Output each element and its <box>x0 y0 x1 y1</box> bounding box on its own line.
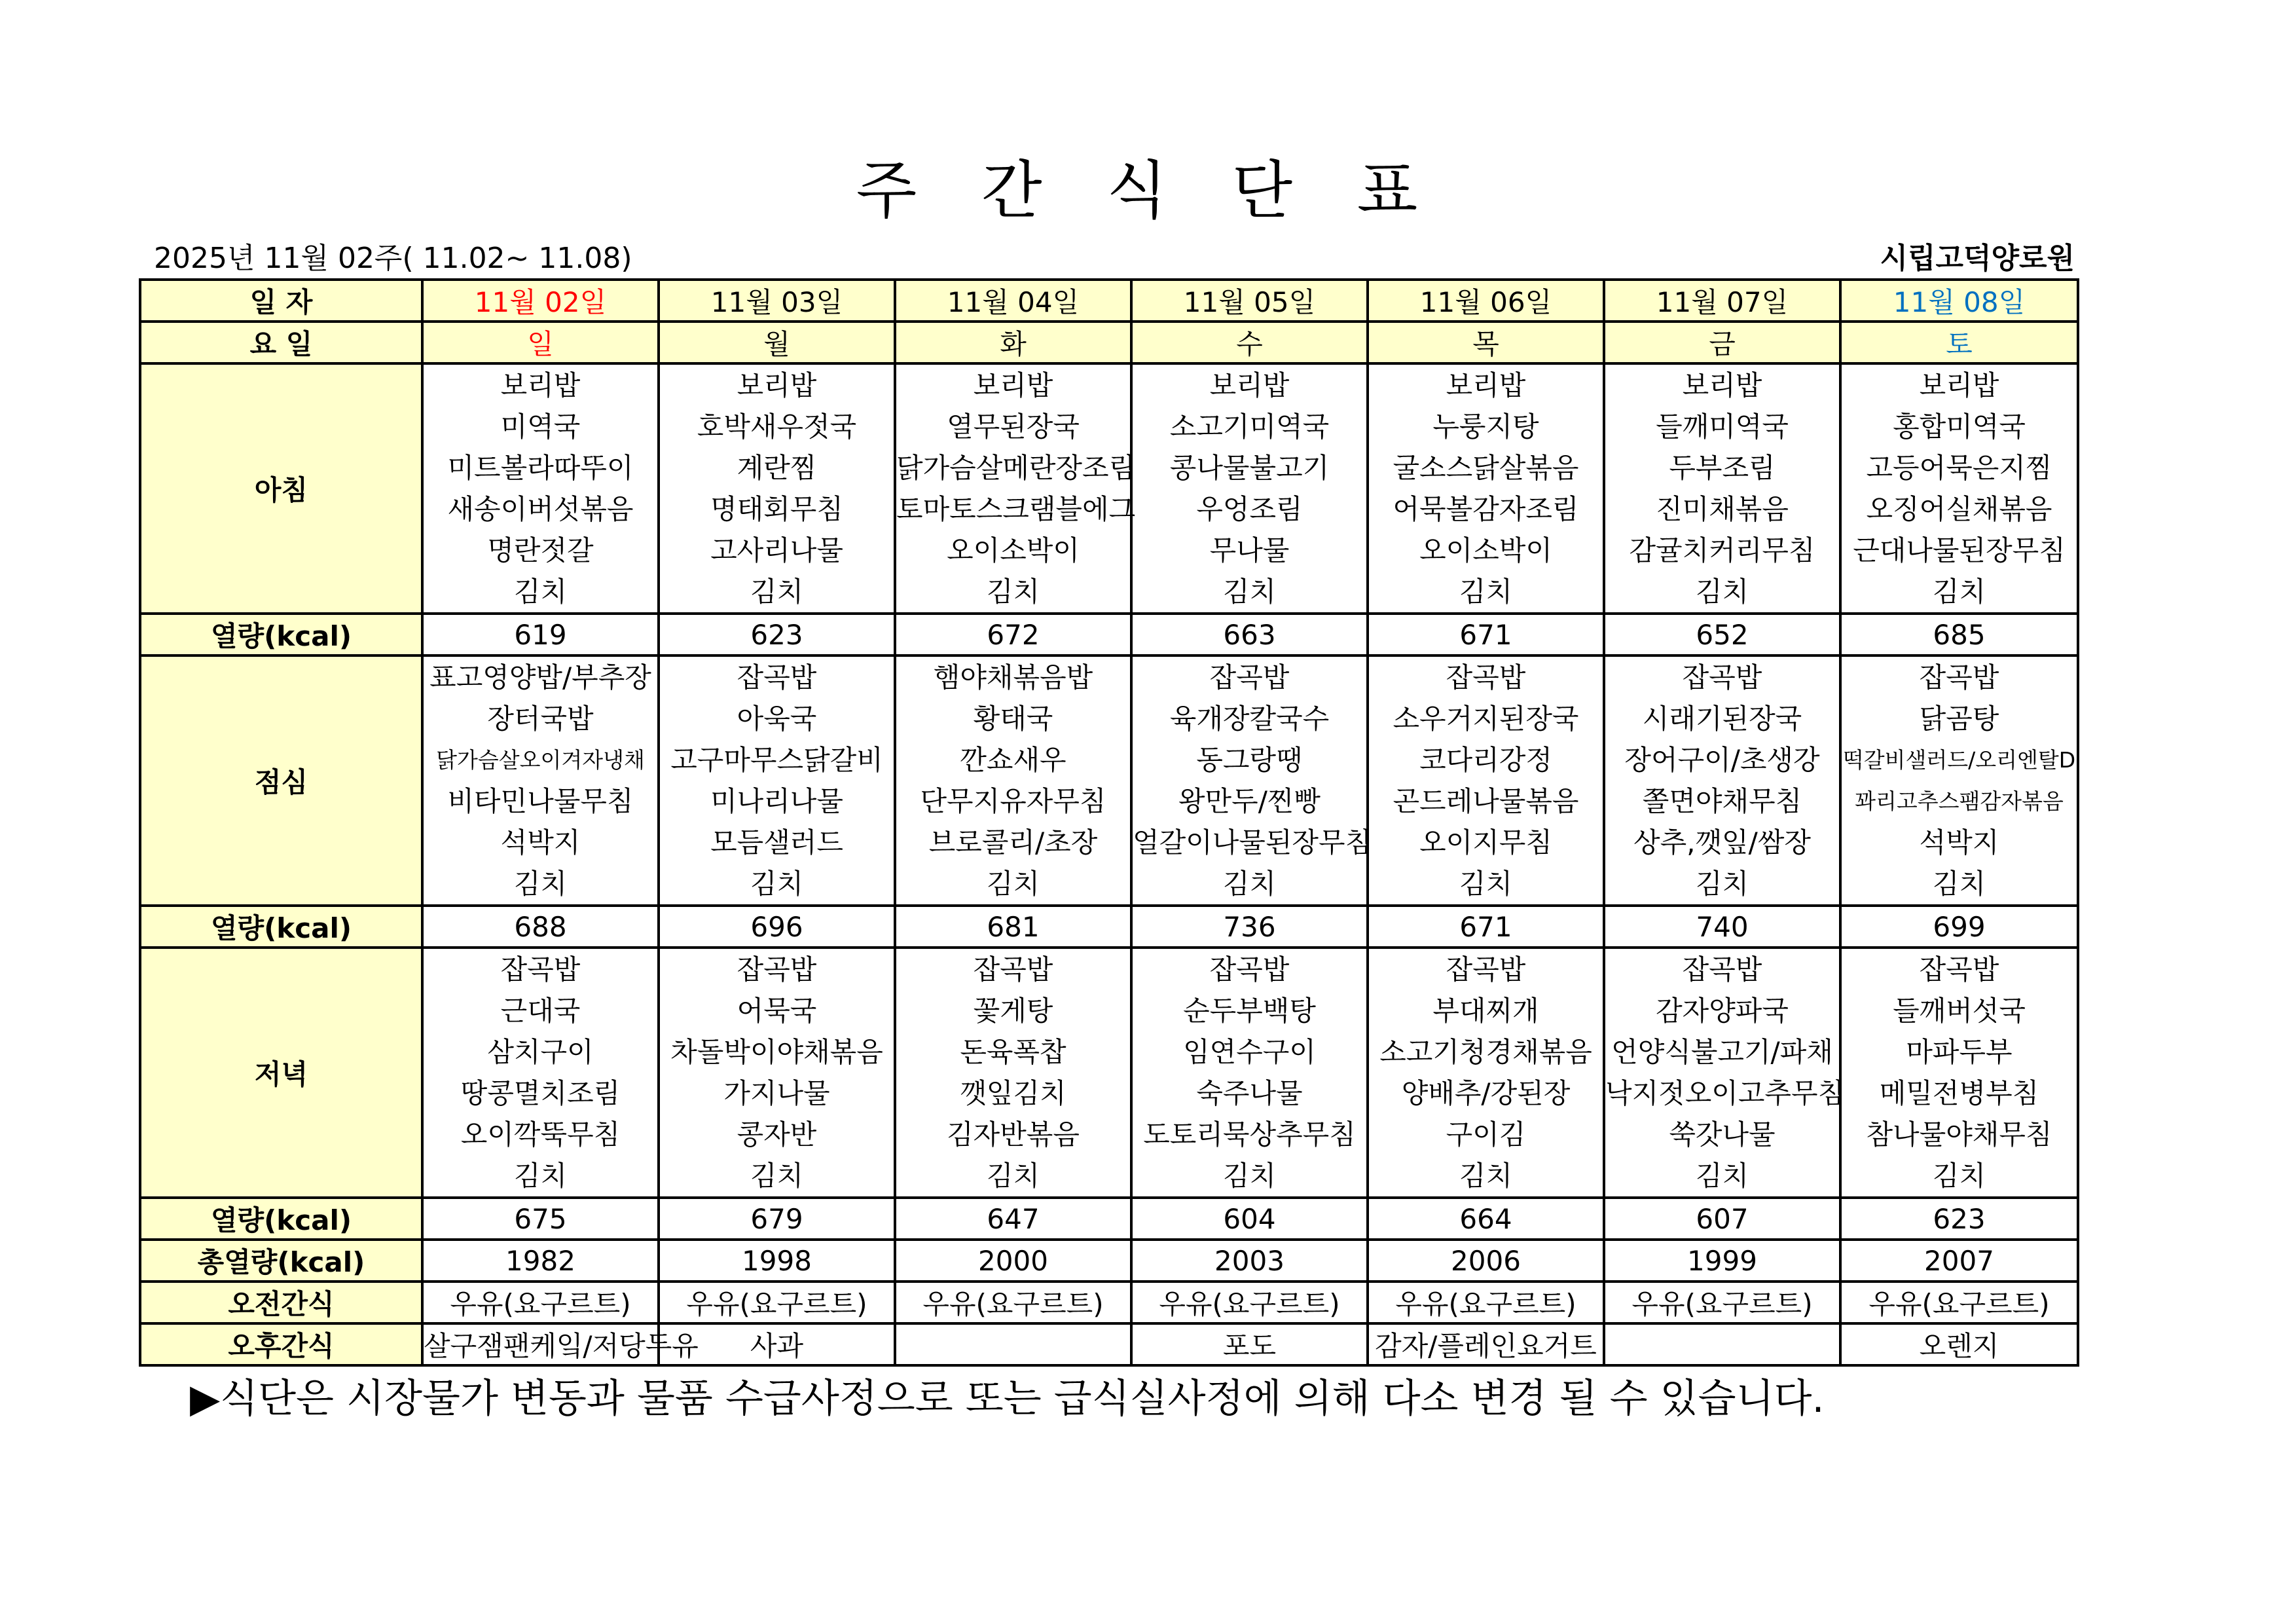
menu-item: 도토리묵상추무침 <box>1143 1118 1356 1151</box>
menu-item: 잡곡밥 <box>1919 953 1999 986</box>
menu-item: 오이소박이 <box>947 534 1080 566</box>
pm-snack-row-thu: 감자/플레인요거트 <box>1368 1323 1604 1365</box>
menu-item: 얼갈이나물된장무침 <box>1133 826 1372 858</box>
lunch-cell-tue <box>895 655 1131 906</box>
menu-item: 잡곡밥 <box>973 953 1053 986</box>
menu-item: 왕만두/찐빵 <box>1178 785 1321 817</box>
lunch-kcal-row-fri: 740 <box>1604 906 1840 948</box>
menu-item: 보리밥 <box>1446 369 1526 401</box>
menu-item: 굴소스닭살볶음 <box>1393 452 1579 484</box>
breakfast-cell-mon <box>659 363 895 614</box>
menu-item: 김치 <box>1932 1160 1986 1192</box>
pm-snack-row-sat: 오렌지 <box>1840 1323 2078 1365</box>
menu-item: 부대찌개 <box>1432 995 1539 1027</box>
menu-item: 삼치구이 <box>487 1036 594 1068</box>
menu-item: 차돌박이야채볶음 <box>670 1036 883 1068</box>
am-snack-row-wed: 우유(요구르트) <box>1131 1282 1368 1323</box>
menu-item: 미역국 <box>500 411 581 443</box>
menu-item: 토마토스크램블에그 <box>896 493 1136 525</box>
am-snack-row-thu: 우유(요구르트) <box>1368 1282 1604 1323</box>
menu-item: 김치 <box>750 868 804 900</box>
day-label: 요 일 <box>140 322 422 363</box>
menu-item: 진미채볶음 <box>1656 493 1789 525</box>
am-snack-row-sun: 우유(요구르트) <box>422 1282 659 1323</box>
menu-item: 오이소박이 <box>1419 534 1552 566</box>
date-wed: 11월 05일 <box>1131 280 1368 322</box>
menu-item: 새송이버섯볶음 <box>447 493 634 525</box>
menu-item: 닭가슴살오이겨자냉채 <box>436 747 645 773</box>
menu-item: 우엉조림 <box>1196 493 1303 525</box>
menu-item: 잡곡밥 <box>500 953 581 986</box>
weekday-fri: 금 <box>1604 322 1840 363</box>
menu-item: 숙주나물 <box>1196 1077 1303 1109</box>
menu-item: 김치 <box>1459 576 1513 608</box>
menu-item: 누룽지탕 <box>1432 411 1539 443</box>
menu-item: 김치 <box>1222 868 1277 900</box>
date-label: 일 자 <box>140 280 422 322</box>
menu-item: 장어구이/초생강 <box>1624 744 1820 776</box>
pm-snack-row-label: 오후간식 <box>140 1323 422 1365</box>
dinner-kcal-row-thu: 664 <box>1368 1198 1604 1240</box>
menu-item: 홍합미역국 <box>1893 411 2026 443</box>
pm-snack-row-tue <box>895 1323 1131 1365</box>
pm-snack-row-mon: 사과 <box>659 1323 895 1365</box>
menu-item: 햄야채볶음밥 <box>933 661 1093 693</box>
menu-item: 오이깍뚝무침 <box>460 1118 621 1151</box>
breakfast-cell-sat <box>1840 363 2078 614</box>
am-snack-row-label: 오전간식 <box>140 1282 422 1323</box>
breakfast-kcal-row-tue: 672 <box>895 614 1131 655</box>
menu-item: 닭곰탕 <box>1919 703 1999 735</box>
menu-item: 메밀전병부침 <box>1879 1077 2039 1109</box>
menu-item: 단무지유자무침 <box>920 785 1106 817</box>
menu-item: 잡곡밥 <box>1209 661 1290 693</box>
menu-item: 낙지젓오이고추무침 <box>1605 1077 1845 1109</box>
dinner-kcal-row-sat: 623 <box>1840 1198 2078 1240</box>
menu-item: 장터국밥 <box>487 703 594 735</box>
menu-item: 김치 <box>1932 868 1986 900</box>
dinner-row <box>140 948 2078 1198</box>
lunch-kcal-row-sat: 699 <box>1840 906 2078 948</box>
breakfast-kcal-row-wed: 663 <box>1131 614 1368 655</box>
menu-item: 감자양파국 <box>1656 995 1789 1027</box>
date-sun: 11월 02일 <box>422 280 659 322</box>
am-snack-row <box>140 1282 2078 1323</box>
menu-item: 오징어실채볶음 <box>1866 493 2052 525</box>
menu-item: 어묵볼감자조림 <box>1393 493 1579 525</box>
menu-item: 참나물야채무침 <box>1866 1118 2052 1151</box>
menu-item: 꽈리고추스팸감자볶음 <box>1855 788 2064 814</box>
menu-item: 쫄면야채무침 <box>1642 785 1802 817</box>
menu-item: 소우거지된장국 <box>1393 703 1579 735</box>
menu-item: 보리밥 <box>737 369 817 401</box>
menu-item: 김치 <box>513 1160 568 1192</box>
dinner-kcal-row-fri: 607 <box>1604 1198 1840 1240</box>
menu-item: 잡곡밥 <box>1919 661 1999 693</box>
menu-item: 곤드레나물볶음 <box>1393 785 1579 817</box>
menu-item: 순두부백탕 <box>1183 995 1316 1027</box>
am-snack-row-sat: 우유(요구르트) <box>1840 1282 2078 1323</box>
lunch-cell-sun <box>422 655 659 906</box>
menu-item: 호박새우젓국 <box>697 411 857 443</box>
dinner-cell-wed <box>1131 948 1368 1198</box>
dinner-cell-mon <box>659 948 895 1198</box>
lunch-kcal-row-mon: 696 <box>659 906 895 948</box>
lunch-cell-wed <box>1131 655 1372 906</box>
menu-item: 김치 <box>1222 576 1277 608</box>
total-kcal-row <box>140 1240 2078 1282</box>
date-sat: 11월 08일 <box>1840 280 2078 322</box>
dinner-cell-thu <box>1368 948 1604 1198</box>
date-tue: 11월 04일 <box>895 280 1131 322</box>
menu-item: 김치 <box>986 1160 1040 1192</box>
pm-snack-row-wed: 포도 <box>1131 1323 1368 1365</box>
weekday-wed: 수 <box>1131 322 1368 363</box>
menu-item: 브로콜리/초장 <box>928 826 1098 858</box>
total-kcal-row-tue: 2000 <box>895 1240 1131 1282</box>
menu-item: 구이김 <box>1446 1118 1526 1151</box>
am-snack-row-fri: 우유(요구르트) <box>1604 1282 1840 1323</box>
breakfast-cell-tue <box>895 363 1136 614</box>
menu-item: 김치 <box>986 868 1040 900</box>
lunch-kcal-row <box>140 906 2078 948</box>
menu-item: 미트볼라따뚜이 <box>447 452 634 484</box>
lunch-row <box>140 655 2078 906</box>
pm-snack-row-fri <box>1604 1323 1840 1365</box>
dinner-cell-tue <box>895 948 1131 1198</box>
menu-item: 시래기된장국 <box>1642 703 1802 735</box>
breakfast-kcal-row-sat: 685 <box>1840 614 2078 655</box>
dinner-kcal-row-label: 열량(kcal) <box>140 1198 422 1240</box>
menu-item: 김치 <box>1695 1160 1749 1192</box>
menu-item: 김자반볶음 <box>947 1118 1080 1151</box>
breakfast-cell-sun <box>422 363 659 614</box>
notice-text: ▶식단은 시장물가 변동과 물품 수급사정으로 또는 급식실사정에 의해 다소 변경 될 수 있습니다. <box>190 1376 1825 1422</box>
pm-snack-row <box>140 1323 2078 1365</box>
menu-item: 콩나물불고기 <box>1169 452 1330 484</box>
menu-table <box>139 278 2079 1367</box>
menu-item: 상추,깻잎/쌈장 <box>1633 826 1811 858</box>
menu-item: 보리밥 <box>500 369 581 401</box>
menu-item: 고구마무스닭갈비 <box>670 744 883 776</box>
menu-item: 보리밥 <box>1682 369 1762 401</box>
lunch-label: 점심 <box>140 655 422 906</box>
organization-name: 시립고덕양로원 <box>1880 242 2075 275</box>
dinner-kcal-row-wed: 604 <box>1131 1198 1368 1240</box>
menu-item: 잡곡밥 <box>737 661 817 693</box>
menu-item: 두부조림 <box>1669 452 1776 484</box>
menu-item: 명란젓갈 <box>487 534 594 566</box>
menu-item: 김치 <box>1459 1160 1513 1192</box>
menu-item: 마파두부 <box>1906 1036 2013 1068</box>
menu-item: 잡곡밥 <box>737 953 817 986</box>
total-kcal-row-wed: 2003 <box>1131 1240 1368 1282</box>
menu-item: 소고기청경채볶음 <box>1379 1036 1592 1068</box>
total-kcal-row-mon: 1998 <box>659 1240 895 1282</box>
menu-item: 김치 <box>1459 868 1513 900</box>
day-row <box>140 322 2078 363</box>
am-snack-row-tue: 우유(요구르트) <box>895 1282 1131 1323</box>
menu-item: 근대국 <box>500 995 581 1027</box>
menu-item: 김치 <box>513 576 568 608</box>
dinner-cell-sat <box>1840 948 2078 1198</box>
dinner-kcal-row <box>140 1198 2078 1240</box>
menu-item: 가지나물 <box>723 1077 830 1109</box>
menu-item: 땅콩멸치조림 <box>460 1077 621 1109</box>
lunch-kcal-row-tue: 681 <box>895 906 1131 948</box>
menu-item: 소고기미역국 <box>1169 411 1330 443</box>
menu-item: 보리밥 <box>1209 369 1290 401</box>
menu-item: 임연수구이 <box>1183 1036 1316 1068</box>
total-kcal-row-label: 총열량(kcal) <box>140 1240 422 1282</box>
menu-item: 들깨버섯국 <box>1893 995 2026 1027</box>
menu-item: 김치 <box>750 576 804 608</box>
date-thu: 11월 06일 <box>1368 280 1604 322</box>
dinner-cell-sun <box>422 948 659 1198</box>
menu-item: 잡곡밥 <box>1209 953 1290 986</box>
menu-item: 닭가슴살메란장조림 <box>896 452 1136 484</box>
lunch-kcal-row-label: 열량(kcal) <box>140 906 422 948</box>
total-kcal-row-fri: 1999 <box>1604 1240 1840 1282</box>
lunch-kcal-row-wed: 736 <box>1131 906 1368 948</box>
menu-item: 떡갈비샐러드/오리엔탈D <box>1842 747 2076 773</box>
breakfast-cell-wed <box>1131 363 1368 614</box>
menu-item: 아욱국 <box>737 703 817 735</box>
menu-item: 꽃게탕 <box>973 995 1053 1027</box>
total-kcal-row-sat: 2007 <box>1840 1240 2078 1282</box>
breakfast-kcal-row <box>140 614 2078 655</box>
pm-snack-row-sun: 살구잼팬케잌/저당두유 <box>422 1323 659 1365</box>
menu-item: 보리밥 <box>1919 369 1999 401</box>
lunch-cell-fri <box>1604 655 1840 906</box>
menu-item: 양배추/강된장 <box>1401 1077 1571 1109</box>
breakfast-kcal-row-fri: 652 <box>1604 614 1840 655</box>
menu-item: 잡곡밥 <box>1682 661 1762 693</box>
menu-item: 미나리나물 <box>710 785 843 817</box>
breakfast-cell-fri <box>1604 363 1840 614</box>
am-snack-row-mon: 우유(요구르트) <box>659 1282 895 1323</box>
date-fri: 11월 07일 <box>1604 280 1840 322</box>
dinner-kcal-row-sun: 675 <box>422 1198 659 1240</box>
breakfast-kcal-row-sun: 619 <box>422 614 659 655</box>
date-row <box>140 280 2078 322</box>
page-title: 주 간 식 단 표 <box>856 154 1440 227</box>
menu-item: 무나물 <box>1209 534 1290 566</box>
menu-item: 잡곡밥 <box>1446 953 1526 986</box>
weekday-tue: 화 <box>895 322 1131 363</box>
menu-item: 계란찜 <box>737 452 817 484</box>
menu-item: 쑥갓나물 <box>1669 1118 1776 1151</box>
menu-item: 김치 <box>986 576 1040 608</box>
total-kcal-row-thu: 2006 <box>1368 1240 1604 1282</box>
menu-item: 열무된장국 <box>947 411 1080 443</box>
menu-item: 김치 <box>1222 1160 1277 1192</box>
breakfast-label: 아침 <box>140 363 422 614</box>
dinner-kcal-row-mon: 679 <box>659 1198 895 1240</box>
menu-item: 김치 <box>1695 576 1749 608</box>
menu-item: 오이지무침 <box>1419 826 1552 858</box>
weekday-sun: 일 <box>422 322 659 363</box>
menu-item: 고등어묵은지찜 <box>1866 452 2052 484</box>
weekday-sat: 토 <box>1840 322 2078 363</box>
menu-item: 표고영양밥/부추장 <box>429 661 651 693</box>
breakfast-cell-thu <box>1368 363 1604 614</box>
menu-item: 석박지 <box>500 826 581 858</box>
breakfast-kcal-row-thu: 671 <box>1368 614 1604 655</box>
menu-item: 김치 <box>513 868 568 900</box>
menu-item: 코다리강정 <box>1419 744 1552 776</box>
menu-item: 들깨미역국 <box>1656 411 1789 443</box>
menu-item: 잡곡밥 <box>1682 953 1762 986</box>
week-range: 2025년 11월 02주( 11.02~ 11.08) <box>154 242 632 275</box>
menu-item: 김치 <box>750 1160 804 1192</box>
menu-item: 동그랑땡 <box>1196 744 1303 776</box>
menu-item: 비타민나물무침 <box>447 785 634 817</box>
menu-item: 석박지 <box>1919 826 1999 858</box>
dinner-cell-fri <box>1604 948 1845 1198</box>
breakfast-kcal-row-mon: 623 <box>659 614 895 655</box>
menu-item: 깐쇼새우 <box>960 744 1066 776</box>
menu-item: 근대나물된장무침 <box>1853 534 2066 566</box>
lunch-kcal-row-thu: 671 <box>1368 906 1604 948</box>
dinner-kcal-row-tue: 647 <box>895 1198 1131 1240</box>
total-kcal-row-sun: 1982 <box>422 1240 659 1282</box>
menu-item: 모듬샐러드 <box>710 826 843 858</box>
menu-item: 김치 <box>1932 576 1986 608</box>
menu-item: 콩자반 <box>737 1118 817 1151</box>
weekday-thu: 목 <box>1368 322 1604 363</box>
menu-item: 김치 <box>1695 868 1749 900</box>
breakfast-kcal-row-label: 열량(kcal) <box>140 614 422 655</box>
menu-item: 고사리나물 <box>710 534 843 566</box>
lunch-kcal-row-sun: 688 <box>422 906 659 948</box>
menu-item: 언양식불고기/파채 <box>1611 1036 1833 1068</box>
menu-item: 명태회무침 <box>710 493 843 525</box>
lunch-cell-thu <box>1368 655 1604 906</box>
lunch-cell-sat <box>1840 655 2078 906</box>
menu-item: 깻잎김치 <box>960 1077 1066 1109</box>
menu-item: 황태국 <box>973 703 1053 735</box>
menu-item: 어묵국 <box>737 995 817 1027</box>
date-mon: 11월 03일 <box>659 280 895 322</box>
menu-item: 잡곡밥 <box>1446 661 1526 693</box>
menu-item: 보리밥 <box>973 369 1053 401</box>
lunch-cell-mon <box>659 655 895 906</box>
weekday-mon: 월 <box>659 322 895 363</box>
menu-item: 육개장칼국수 <box>1169 703 1330 735</box>
dinner-label: 저녁 <box>140 948 422 1198</box>
menu-item: 감귤치커리무침 <box>1629 534 1815 566</box>
breakfast-row <box>140 363 2078 614</box>
menu-item: 돈육폭찹 <box>960 1036 1066 1068</box>
